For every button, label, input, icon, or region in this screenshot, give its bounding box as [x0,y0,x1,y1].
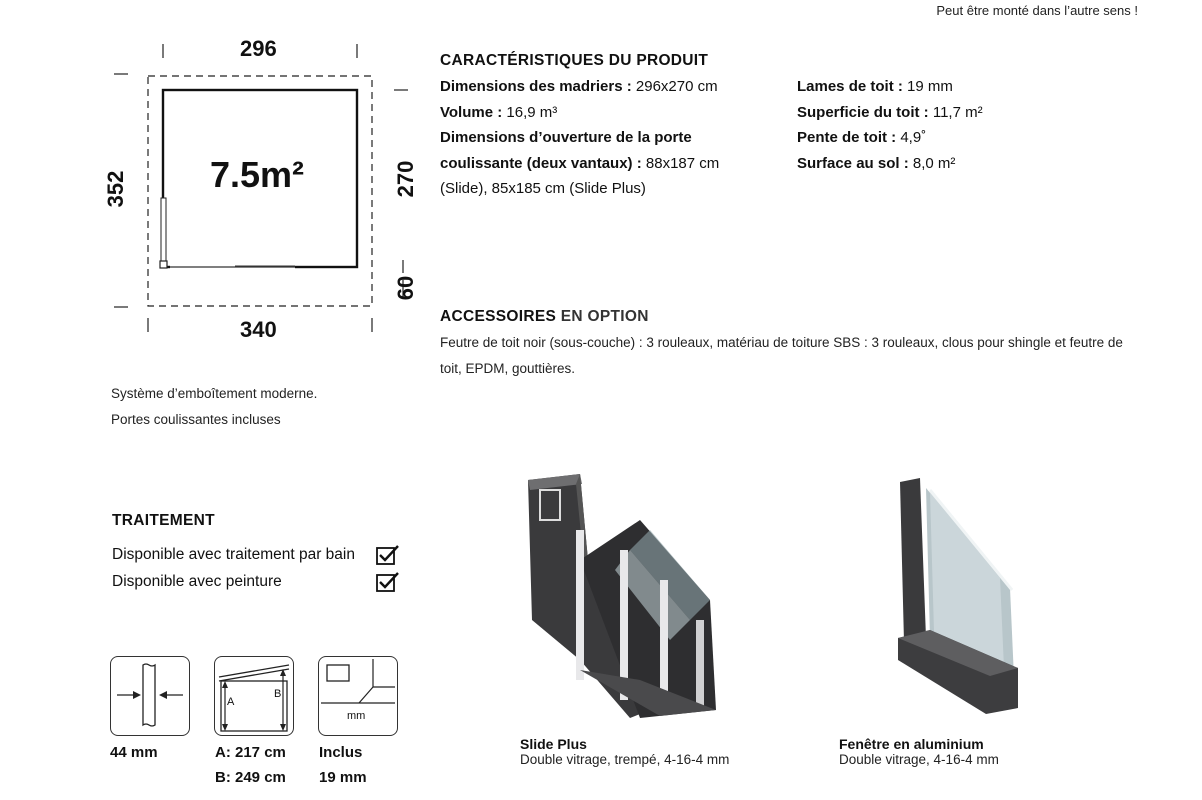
spec-row: Dimensions des madriers : 296x270 cm [440,78,718,95]
feature-item: Système d’emboîtement moderne. [111,386,318,401]
spec-row: Volume : 16,9 m³ [440,103,558,121]
floor-area: 7.5m² [210,154,305,195]
checkbox-checked-icon [376,571,400,593]
corner-post [160,261,167,268]
wall-thickness-icon [110,656,190,736]
treatment-item: Disponible avec traitement par bain [112,541,412,568]
right-dimension: 270 [393,160,418,198]
accessories-title: ACCESSOIRES EN OPTION [440,308,649,325]
right-small-dimension: 60 [393,275,418,301]
unit-label: mm [347,710,366,722]
spec-row: Dimensions d’ouverture de la porte coulissante (deux vantaux) : 88x187 cm (Slide), 85x185 cm (Slide Plus) [440,129,720,197]
checkbox-checked-icon [376,544,400,566]
floor-plan [100,30,430,350]
spec-row: Lames de toit : 19 mm [797,78,953,95]
tile-caption: Inclus 19 mm [319,744,367,786]
treatment-item: Disponible avec peinture [112,568,412,595]
specs-left-column [440,74,760,202]
feature-item: Portes coulissantes incluses [111,412,281,427]
floor-icon [318,656,398,736]
label-a: A [227,696,235,708]
spec-row: Pente de toit : 4,9˚ [797,129,927,146]
product-caption-window: Fenêtre en aluminium Double vitrage, 4-16-4 mm [839,736,999,767]
bottom-dimension: 340 [240,317,277,342]
features-list [111,381,317,433]
left-dimension: 352 [103,170,128,208]
specs-title: CARACTÉRISTIQUES DU PRODUIT [440,52,709,69]
tile-caption: A: 217 cm B: 249 cm [215,744,286,786]
label-b: B [274,688,282,700]
spec-row: Surface au sol : 8,0 m² [797,154,956,172]
product-caption-slide-plus: Slide Plus Double vitrage, trempé, 4-16-4 mm [520,736,730,767]
reversible-note: Peut être monté dans l’autre sens ! [936,3,1138,18]
slide-plus-profile-image [520,470,730,730]
top-dimension: 296 [240,36,277,61]
treatment-list [112,541,412,595]
wall-height-icon [214,656,294,736]
spec-row: Superficie du toit : 11,7 m² [797,103,983,121]
aluminium-window-image [890,478,1030,718]
treatment-title: TRAITEMENT [112,512,215,529]
specs-right-column [797,74,1097,176]
tile-caption: 44 mm [110,744,158,761]
sliding-door-panel [161,198,166,262]
accessories-text: Feutre de toit noir (sous-couche) : 3 rouleaux, matériau de toiture SBS : 3 rouleaux, clous pour shingle et feutre de toit, EPDM, gouttières. [440,335,1123,376]
